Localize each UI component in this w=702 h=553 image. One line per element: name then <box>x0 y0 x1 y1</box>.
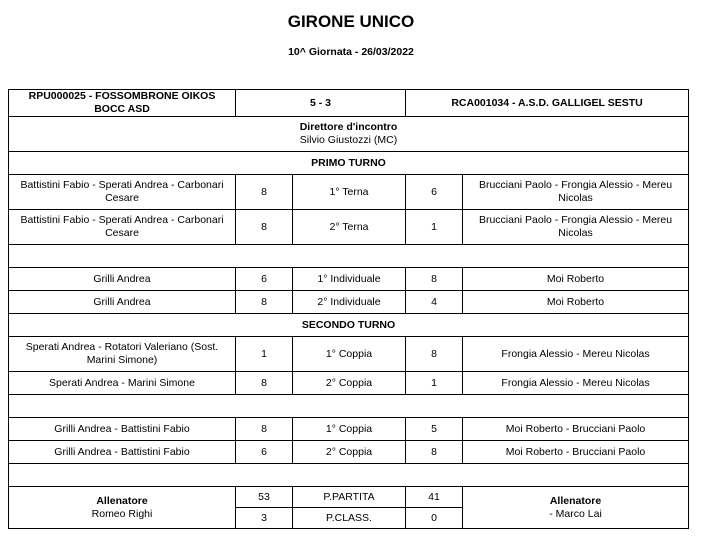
home-score: 8 <box>236 175 293 210</box>
page-title: GIRONE UNICO <box>287 12 415 31</box>
away-score: 8 <box>406 337 463 372</box>
away-score: 8 <box>406 268 463 291</box>
match-header-row <box>9 90 689 117</box>
away-coach-label: Allenatore <box>549 494 602 507</box>
away-players: Moi Roberto <box>463 268 689 291</box>
away-coach-name: - Marco Lai <box>549 507 602 520</box>
away-players: Frongia Alessio - Mereu Nicolas <box>463 372 689 395</box>
home-coach-cell <box>9 487 236 529</box>
p-partita-label: P.PARTITA <box>293 487 406 508</box>
away-players: Frongia Alessio - Mereu Nicolas <box>463 337 689 372</box>
p-class-home: 3 <box>236 508 293 529</box>
away-score: 1 <box>406 372 463 395</box>
home-coach-label: Allenatore <box>96 494 148 507</box>
home-team: RPU000025 - FOSSOMBRONE OIKOS BOCC ASD <box>9 90 236 117</box>
home-coach-name: Romeo Righi <box>91 507 153 520</box>
turn-header-row <box>9 314 689 337</box>
p-class-label: P.CLASS. <box>293 508 406 529</box>
game-type: 1° Individuale <box>293 268 406 291</box>
home-score: 6 <box>236 441 293 464</box>
spacer-row <box>9 395 689 418</box>
away-coach-cell <box>463 487 689 529</box>
away-players: Moi Roberto - Brucciani Paolo <box>463 418 689 441</box>
final-score: 5 - 3 <box>236 90 406 117</box>
director-row <box>9 117 689 152</box>
director-name: Silvio Giustozzi (MC) <box>299 134 398 146</box>
away-score: 5 <box>406 418 463 441</box>
home-score: 1 <box>236 337 293 372</box>
game-type: 2° Individuale <box>293 291 406 314</box>
home-players: Sperati Andrea - Rotatori Valeriano (Sost. Marini Simone) <box>9 337 236 372</box>
table-row <box>9 441 689 464</box>
p-partita-away: 41 <box>406 487 463 508</box>
home-players: Battistini Fabio - Sperati Andrea - Carbonari Cesare <box>9 175 236 210</box>
home-score: 8 <box>236 210 293 245</box>
game-type: 1° Coppia <box>293 418 406 441</box>
game-type: 2° Terna <box>293 210 406 245</box>
away-score: 8 <box>406 441 463 464</box>
turn-header-row <box>9 152 689 175</box>
home-score: 8 <box>236 372 293 395</box>
home-score: 6 <box>236 268 293 291</box>
home-score: 8 <box>236 291 293 314</box>
match-day-subtitle: 10^ Giornata - 26/03/2022 <box>288 46 414 58</box>
table-row <box>9 175 689 210</box>
away-score: 6 <box>406 175 463 210</box>
table-row <box>9 337 689 372</box>
spacer-row <box>9 245 689 268</box>
table-row <box>9 210 689 245</box>
home-score: 8 <box>236 418 293 441</box>
away-players: Brucciani Paolo - Frongia Alessio - Mereu Nicolas <box>463 175 689 210</box>
game-type: 1° Terna <box>293 175 406 210</box>
away-score: 1 <box>406 210 463 245</box>
away-score: 4 <box>406 291 463 314</box>
away-team: RCA001034 - A.S.D. GALLIGEL SESTU <box>406 90 689 117</box>
second-turn-label: SECONDO TURNO <box>9 314 689 337</box>
spacer-row <box>9 464 689 487</box>
home-players: Grilli Andrea - Battistini Fabio <box>9 441 236 464</box>
p-partita-home: 53 <box>236 487 293 508</box>
home-players: Grilli Andrea - Battistini Fabio <box>9 418 236 441</box>
table-row <box>9 291 689 314</box>
home-players: Grilli Andrea <box>9 291 236 314</box>
home-players: Sperati Andrea - Marini Simone <box>9 372 236 395</box>
spacer-cell <box>9 245 689 268</box>
first-turn-label: PRIMO TURNO <box>9 152 689 175</box>
table-row <box>9 268 689 291</box>
game-type: 1° Coppia <box>293 337 406 372</box>
game-type: 2° Coppia <box>293 441 406 464</box>
away-players: Brucciani Paolo - Frongia Alessio - Mereu Nicolas <box>463 210 689 245</box>
spacer-cell <box>9 395 689 418</box>
director-label: Direttore d'incontro <box>299 121 398 133</box>
p-class-away: 0 <box>406 508 463 529</box>
game-type: 2° Coppia <box>293 372 406 395</box>
away-players: Moi Roberto <box>463 291 689 314</box>
table-row <box>9 418 689 441</box>
spacer-cell <box>9 464 689 487</box>
points-row <box>9 487 689 508</box>
home-players: Grilli Andrea <box>9 268 236 291</box>
table-row <box>9 372 689 395</box>
home-players: Battistini Fabio - Sperati Andrea - Carbonari Cesare <box>9 210 236 245</box>
away-players: Moi Roberto - Brucciani Paolo <box>463 441 689 464</box>
director-cell <box>9 117 689 152</box>
match-report-table <box>8 89 689 529</box>
